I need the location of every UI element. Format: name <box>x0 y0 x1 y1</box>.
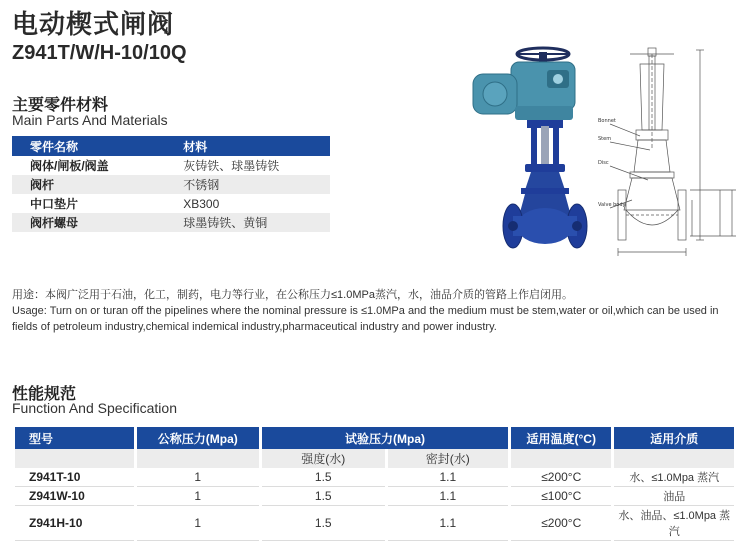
table-row <box>12 156 330 175</box>
spec-nominal: 1 <box>137 487 260 506</box>
spec-media: 水、≤1.0Mpa 蒸汽 <box>614 468 734 487</box>
spec-media: 水、油品、≤1.0Mpa 蒸汽 <box>614 506 734 541</box>
spec-strength: 1.5 <box>262 487 385 506</box>
parts-section-title-en: Main Parts And Materials <box>12 112 168 128</box>
spec-model: Z941W-10 <box>15 487 134 506</box>
table-row <box>15 468 734 487</box>
parts-table <box>12 136 330 232</box>
drawing-label-stem: Stem <box>598 136 612 142</box>
spec-subheader-strength: 强度(水) <box>262 449 385 468</box>
drawing-label-valve-body: Valve body <box>598 202 626 208</box>
spec-temp: ≤200°C <box>511 506 611 541</box>
table-row <box>15 506 734 541</box>
spec-header-test: 试验压力(Mpa) <box>262 427 508 449</box>
page-title: 电动楔式闸阀 <box>12 9 175 39</box>
spec-model: Z941H-10 <box>15 506 134 541</box>
table-row <box>12 213 330 232</box>
part-name: 阀杆螺母 <box>12 213 145 232</box>
spec-temp: ≤200°C <box>511 468 611 487</box>
part-material: XB300 <box>183 196 220 211</box>
parts-section-title-cn: 主要零件材料 <box>12 97 109 114</box>
spec-header-model: 型号 <box>15 427 134 449</box>
spec-seal: 1.1 <box>388 487 509 506</box>
spec-nominal: 1 <box>137 506 260 541</box>
part-material: 灰铸铁、球墨铸铁 <box>183 159 280 173</box>
part-name: 中口垫片 <box>30 197 79 211</box>
spec-nominal: 1 <box>137 468 260 487</box>
spec-temp: ≤100°C <box>511 487 611 506</box>
usage-text-cn: 用途：本阀广泛用于石油，化工，制药，电力等行业，在公称压力≤1.0MPa蒸汽，水，油品介质的管路上作启闭用。 <box>12 289 573 301</box>
table-row <box>12 194 330 213</box>
part-material: 不锈钢 <box>145 175 330 194</box>
spec-strength: 1.5 <box>262 468 385 487</box>
usage-text-en: Usage: Turn on or turan off the pipelines where the nominal pressure is ≤1.0MPa and the medium must be stem,water or oil,which can be used in fields of petroleum industry,chemical indemical industry,pharmaceutical industry and power industry. <box>12 305 719 333</box>
spec-section-title-cn: 性能规范 <box>12 386 77 403</box>
table-row <box>15 487 734 506</box>
spec-table <box>12 427 737 541</box>
spec-model: Z941T-10 <box>15 468 134 487</box>
spec-seal: 1.1 <box>388 506 509 541</box>
spec-header-nominal: 公称压力(Mpa) <box>137 427 260 449</box>
table-row <box>12 175 330 194</box>
spec-strength: 1.5 <box>262 506 385 541</box>
valve-product-image <box>455 40 605 250</box>
part-name: 阀杆 <box>12 175 145 194</box>
parts-header-material: 材料 <box>145 136 330 156</box>
spec-section-title-en: Function And Specification <box>12 400 177 416</box>
spec-subheader-seal: 密封(水) <box>388 449 509 468</box>
part-name: 阀体/闸板/阀盖 <box>30 159 109 173</box>
spec-media: 油品 <box>614 487 734 506</box>
valve-technical-drawing <box>596 40 744 262</box>
model-number: Z941T/W/H-10/10Q <box>12 42 187 64</box>
drawing-label-disc: Disc <box>598 160 609 166</box>
spec-header-media: 适用介质 <box>614 427 734 449</box>
spec-seal: 1.1 <box>388 468 509 487</box>
drawing-label-bonnet: Bonnet <box>598 118 616 124</box>
parts-header-part: 零件名称 <box>12 136 145 156</box>
part-material: 球墨铸铁、黄铜 <box>145 213 330 232</box>
spec-header-temp: 适用温度(°C) <box>511 427 611 449</box>
